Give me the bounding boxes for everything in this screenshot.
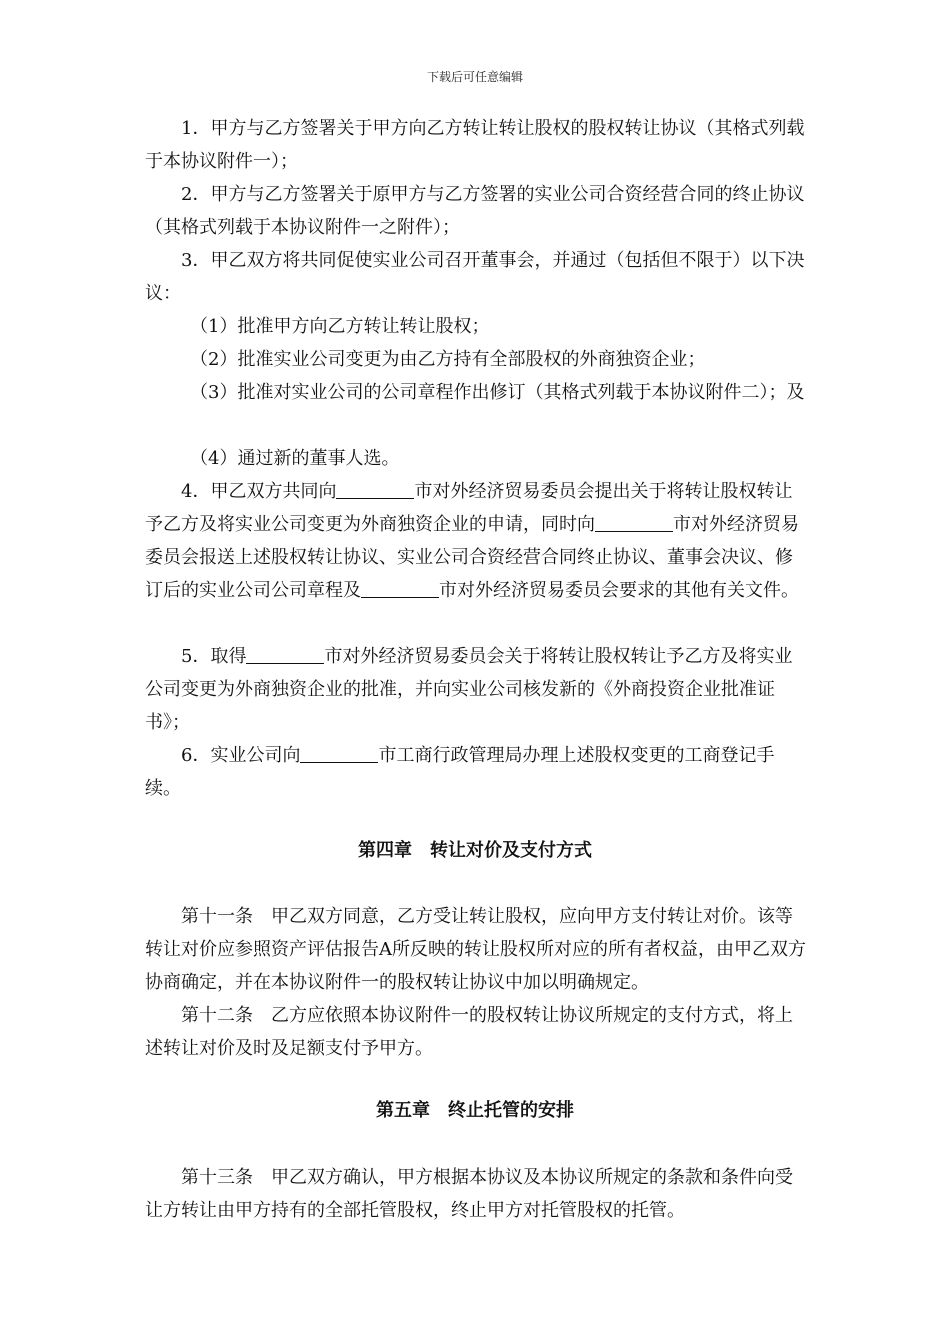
fill-blank [246, 645, 324, 664]
chapter-heading-5: 第五章 终止托管的安排 [376, 1100, 574, 1121]
resolution-4: （4）通过新的董事人选。 [190, 448, 400, 469]
clause-item-2: 2．甲方与乙方签署关于原甲方与乙方签署的实业公司合资经营合同的终止协议（其格式列载于本协议附件一之附件）； [145, 184, 805, 238]
clause-item-3: 3．甲乙双方将共同促使实业公司召开董事会，并通过（包括但不限于）以下决议： [145, 250, 805, 304]
article-11: 第十一条 甲乙双方同意，乙方受让转让股权，应向甲方支付转让对价。该等转让对价应参照资产评估报告A所反映的转让股权所对应的所有者权益，由甲乙双方协商确定，并在本协议附件一的股权转让协议中加以明确规定。 [145, 906, 806, 993]
resolution-1: （1）批准甲方向乙方转让转让股权； [190, 316, 490, 337]
resolution-2: （2）批准实业公司变更为由乙方持有全部股权的外商独资企业； [190, 349, 706, 370]
page-header: 下载后可任意编辑 [426, 70, 523, 84]
clause-item-1: 1．甲方与乙方签署关于甲方向乙方转让转让股权的股权转让协议（其格式列载于本协议附件一）； [145, 118, 805, 172]
article-12: 第十二条 乙方应依照本协议附件一的股权转让协议所规定的支付方式，将上述转让对价及时及足额支付予甲方。 [145, 1005, 793, 1059]
clause-item-5: 5．取得 市对外经济贸易委员会关于将转让股权转让予乙方及将实业公司变更为外商独资企业的批准，并向实业公司核发新的《外商投资企业批准证书》； [145, 646, 793, 733]
resolution-3: （3）批准对实业公司的公司章程作出修订（其格式列载于本协议附件二）；及 [190, 382, 805, 403]
clause-item-6: 6．实业公司向 市工商行政管理局办理上述股权变更的工商登记手续。 [145, 745, 775, 799]
fill-blank [595, 513, 673, 532]
fill-blank [361, 579, 439, 598]
fill-blank [336, 480, 414, 499]
chapter-heading-4: 第四章 转让对价及支付方式 [358, 840, 592, 861]
article-13: 第十三条 甲乙双方确认，甲方根据本协议及本协议所规定的条款和条件向受让方转让由甲方持有的全部托管股权，终止甲方对托管股权的托管。 [145, 1167, 793, 1221]
fill-blank [300, 744, 378, 763]
clause-item-4: 4．甲乙双方共同向 市对外经济贸易委员会提出关于将转让股权转让予乙方及将实业公司变更为外商独资企业的申请，同时向 市对外经济贸易委员会报送上述股权转让协议、实业公司合资经营合同终止协议、董事会决议、修订后的实业公司公司章程及 市对外经济贸易委员会要求的其他有关文件。 [145, 481, 799, 601]
